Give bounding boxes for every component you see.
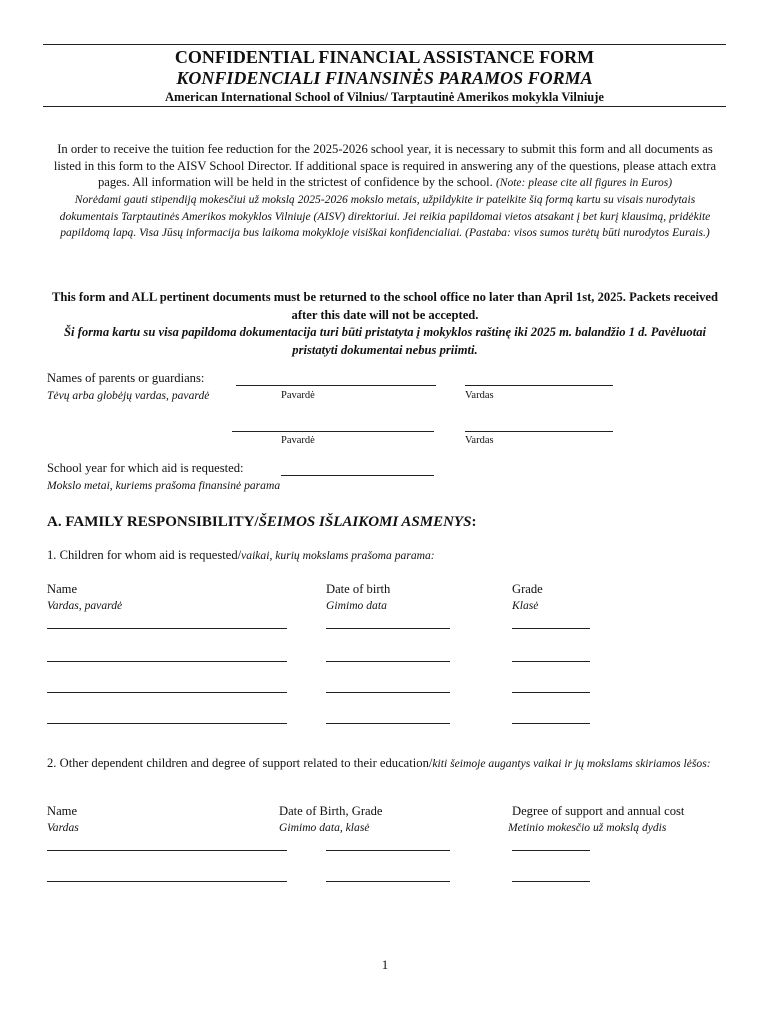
child1-grade-field[interactable] (512, 628, 590, 629)
q1-col-dob-lt: Gimimo data (326, 599, 387, 612)
intro-paragraph (50, 141, 720, 242)
school-year-label-lt: Mokslo metai, kuriems prašoma finansinė parama (47, 479, 281, 492)
form-title-en: CONFIDENTIAL FINANCIAL ASSISTANCE FORM (174, 47, 595, 67)
child3-grade-field[interactable] (512, 692, 590, 693)
child2-grade-field[interactable] (512, 661, 590, 662)
q2-col-support-lt: Metinio mokesčio už mokslą dydis (508, 821, 667, 834)
header-rule (43, 106, 726, 107)
top-rule (43, 44, 726, 45)
form-title-lt: KONFIDENCIALI FINANSINĖS PARAMOS FORMA (176, 68, 593, 88)
parents-label-lt: Tėvų arba globėjų vardas, pavardė (47, 389, 210, 402)
child3-dob-field[interactable] (326, 692, 450, 693)
school-name: American International School of Vilnius/ Tarptautinė Amerikos mokykla Vilniuje (165, 90, 604, 104)
dependent1-name-field[interactable] (47, 850, 287, 851)
q2-col-dob-grade-lt: Gimimo data, klasė (279, 821, 370, 834)
child1-name-field[interactable] (47, 628, 287, 629)
page-number: 1 (381, 957, 389, 972)
child3-name-field[interactable] (47, 692, 287, 693)
parent2-surname-field[interactable] (232, 431, 434, 432)
dependent1-support-field[interactable] (512, 850, 590, 851)
name-caption-1: Vardas (465, 390, 494, 401)
surname-caption-1: Pavardė (281, 390, 315, 401)
q1-col-name-lt: Vardas, pavardė (47, 599, 123, 612)
parent1-name-field[interactable] (465, 385, 613, 386)
deadline-notice (50, 289, 720, 359)
child2-name-field[interactable] (47, 661, 287, 662)
child4-dob-field[interactable] (326, 723, 450, 724)
deadline-lt: Ši forma kartu su visa papildoma dokumentacija turi būti pristatyta į mokyklos raštinę iki 2025 m. balandžio 1 d. Pavėluotai pristatyti dokumentai nebus priimti. (64, 325, 706, 357)
intro-lt: Norėdami gauti stipendiją mokesčiui už mokslą 2025-2026 mokslo metais, užpildykite ir pateikite šią formą kartu su visais nurodytais dokumentais Tarptautinės Amerikos mokyklos Vilniuje (AISV) direktoriui. Jei reikia papildomai vietos atsakant į bet kurį klausimą, pridėkite papildomą lapą. Visa Jūsų informacija bus laikoma mokykloje visiškai konfidencialiai. (Pastaba: visos sumos turėtų būti nurodytos Eurais.) (59, 192, 711, 240)
school-year-field[interactable] (281, 475, 434, 476)
surname-caption-2: Pavardė (281, 435, 315, 446)
name-caption-2: Vardas (465, 435, 494, 446)
child2-dob-field[interactable] (326, 661, 450, 662)
section-a-title: A. FAMILY RESPONSIBILITY/ŠEIMOS IŠLAIKOMI ASMENYS: (47, 514, 477, 530)
dependent2-name-field[interactable] (47, 881, 287, 882)
q1-col-dob: Date of birth (326, 582, 391, 596)
dependent2-support-field[interactable] (512, 881, 590, 882)
intro-en: In order to receive the tuition fee reduction for the 2025-2026 school year, it is necessary to submit this form and all documents as listed in this form to the AISV School Director. If additional space is required in answering any of the questions, please attach extra pages. All information will be held in the strictest of confidence by the school. (Note: please cite all figures in Euros) (53, 142, 717, 190)
q1-text: 1. Children for whom aid is requested/vaikai, kurių mokslams prašoma parama: (47, 548, 435, 562)
parent1-surname-field[interactable] (236, 385, 436, 386)
q1-col-grade: Grade (512, 582, 543, 596)
deadline-en: This form and ALL pertinent documents must be returned to the school office no later than April 1st, 2025. Packets received after this date will not be accepted. (51, 290, 719, 322)
dependent2-dob-field[interactable] (326, 881, 450, 882)
q2-col-name: Name (47, 804, 78, 818)
q2-col-support: Degree of support and annual cost (512, 804, 685, 818)
dependent1-dob-field[interactable] (326, 850, 450, 851)
q2-col-dob-grade: Date of Birth, Grade (279, 804, 383, 818)
parents-label: Names of parents or guardians: (47, 371, 205, 385)
school-year-label: School year for which aid is requested: (47, 461, 244, 475)
child4-grade-field[interactable] (512, 723, 590, 724)
q1-col-name: Name (47, 582, 78, 596)
child4-name-field[interactable] (47, 723, 287, 724)
q2-col-name-lt: Vardas (47, 821, 79, 834)
q2-text: 2. Other dependent children and degree of support related to their education/kiti šeimoje augantys vaikai ir jų mokslams skiriamos lėšos: (47, 756, 711, 770)
child1-dob-field[interactable] (326, 628, 450, 629)
parent2-name-field[interactable] (465, 431, 613, 432)
q1-col-grade-lt: Klasė (512, 599, 539, 612)
intro-note: (Note: please cite all figures in Euros) (495, 177, 673, 190)
